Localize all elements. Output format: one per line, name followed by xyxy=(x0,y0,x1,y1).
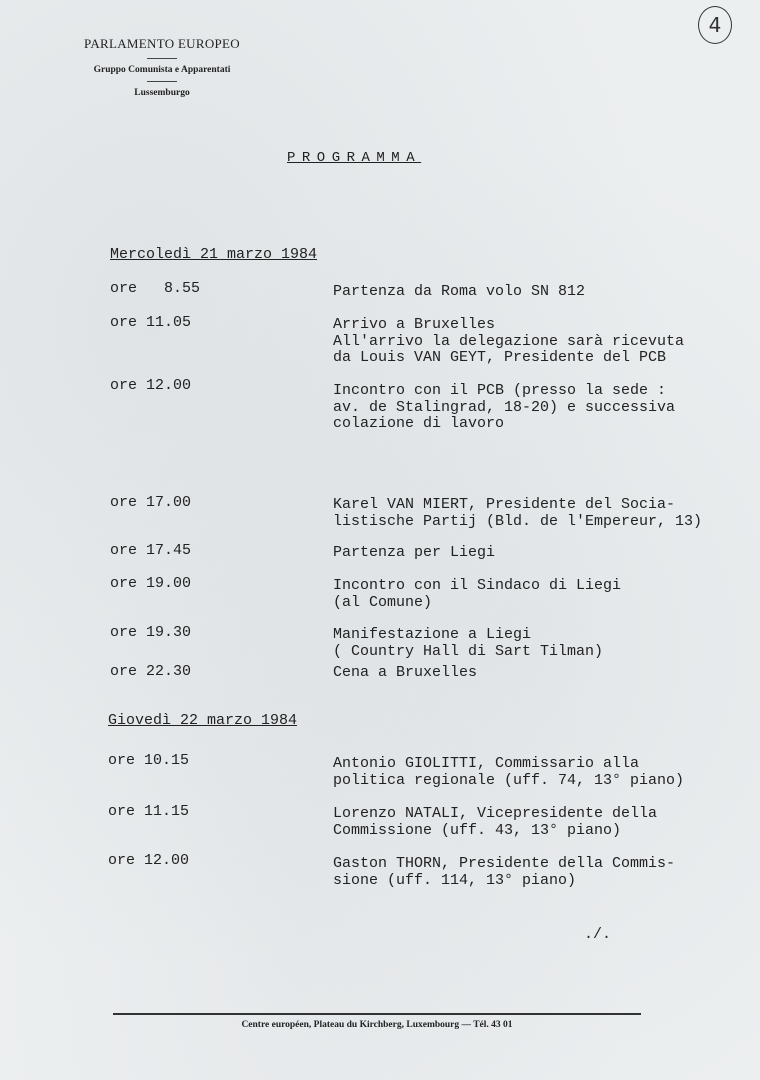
footer-address: Centre européen, Plateau du Kirchberg, Luxembourg — Tél. 43 01 xyxy=(241,1020,513,1030)
event-time: ore 17.45 xyxy=(110,542,192,559)
event-description: Partenza da Roma volo SN 812 xyxy=(333,283,586,300)
program-title: PROGRAMMA xyxy=(287,150,422,166)
letterhead-divider xyxy=(147,58,177,59)
day-heading: Mercoledì 21 marzo 1984 xyxy=(110,246,318,263)
event-description: Incontro con il Sindaco di Liegi (al Comune) xyxy=(333,577,622,611)
event-description: Cena a Bruxelles xyxy=(333,664,478,681)
event-time: ore 22.30 xyxy=(110,663,192,680)
event-description: Partenza per Liegi xyxy=(333,544,496,561)
event-time: ore 12.00 xyxy=(108,852,190,869)
event-time: ore 19.30 xyxy=(110,624,192,641)
event-time: ore 11.05 xyxy=(110,314,192,331)
event-description: Incontro con il PCB (presso la sede : av. de Stalingrad, 18-20) e successiva colazione di lavoro xyxy=(333,382,676,432)
page-number-circle: 4 xyxy=(698,6,732,44)
event-description: Karel VAN MIERT, Presidente del Socia- listische Partij (Bld. de l'Empereur, 13) xyxy=(333,496,703,530)
continued-mark: ./. xyxy=(584,926,612,943)
letterhead-subtitle: Gruppo Comunista e Apparentati xyxy=(93,65,231,75)
event-description: Gaston THORN, Presidente della Commis- sione (uff. 114, 13° piano) xyxy=(333,855,676,889)
event-description: Manifestazione a Liegi ( Country Hall di Sart Tilman) xyxy=(333,626,604,660)
day-heading: Giovedì 22 marzo 1984 xyxy=(108,712,298,729)
event-description: Lorenzo NATALI, Vicepresidente della Commissione (uff. 43, 13° piano) xyxy=(333,805,658,839)
letterhead xyxy=(62,36,262,98)
event-description: Arrivo a Bruxelles All'arrivo la delegazione sarà ricevuta da Louis VAN GEYT, Presidente del PCB xyxy=(333,316,685,366)
event-description: Antonio GIOLITTI, Commissario alla politica regionale (uff. 74, 13° piano) xyxy=(333,755,685,789)
footer-divider xyxy=(113,1013,641,1015)
letterhead-city: Lussemburgo xyxy=(134,88,190,98)
letterhead-title: PARLAMENTO EUROPEO xyxy=(83,36,240,51)
event-time: ore 11.15 xyxy=(108,803,190,820)
event-time: ore 12.00 xyxy=(110,377,192,394)
event-time: ore 17.00 xyxy=(110,494,192,511)
event-time: ore 10.15 xyxy=(108,752,190,769)
event-time: ore 8.55 xyxy=(110,280,201,297)
letterhead-divider xyxy=(147,81,177,82)
event-time: ore 19.00 xyxy=(110,575,192,592)
